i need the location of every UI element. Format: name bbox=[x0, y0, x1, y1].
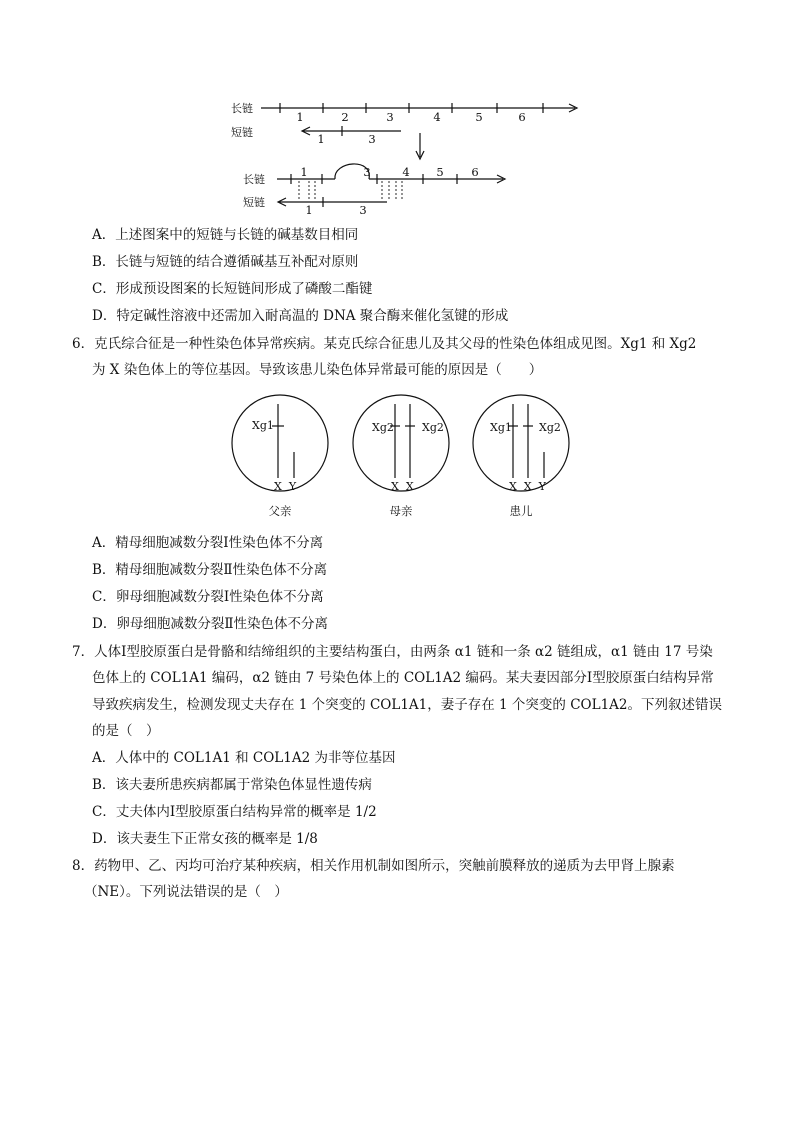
q5-option-d: D．特定碱性溶液中还需加入耐高温的 DNA 聚合酶来催化氢键的形成 bbox=[92, 308, 509, 324]
q5-option-a: A．上述图案中的短链与长链的碱基数目相同 bbox=[92, 227, 359, 243]
q6-option-b: B．精母细胞减数分裂Ⅱ性染色体不分离 bbox=[92, 562, 328, 578]
top-long-label: 长链 bbox=[231, 102, 253, 115]
top-long-num: 4 bbox=[433, 110, 441, 124]
q6-option-d: D．卵母细胞减数分裂Ⅱ性染色体不分离 bbox=[92, 616, 328, 632]
bottom-long-num: 4 bbox=[402, 165, 410, 179]
strand-pairing-figure bbox=[225, 95, 595, 220]
mother-caption: 母亲 bbox=[389, 504, 413, 518]
bottom-long-label: 长链 bbox=[243, 173, 265, 186]
q7-stem-line4: 的是（ ） bbox=[92, 723, 160, 739]
top-long-num: 5 bbox=[475, 110, 483, 124]
child-caption: 患儿 bbox=[509, 504, 533, 518]
mother-chromosomes: X X bbox=[391, 480, 414, 493]
q6-stem-line1: 6．克氏综合征是一种性染色体异常疾病。某克氏综合征患儿及其父母的性染色体组成见图。Xg1 和 Xg2 bbox=[72, 336, 697, 352]
top-long-num: 6 bbox=[518, 110, 526, 124]
q5-option-b: B．长链与短链的结合遵循碱基互补配对原则 bbox=[92, 254, 359, 270]
chromosome-figure bbox=[228, 392, 588, 522]
q7-option-b: B．该夫妻所患疾病都属于常染色体显性遗传病 bbox=[92, 777, 372, 793]
q6-stem-line2: 为 X 染色体上的等位基因。导致该患儿染色体异常最可能的原因是（ ） bbox=[92, 362, 543, 378]
q7-option-a: A．人体中的 COL1A1 和 COL1A2 为非等位基因 bbox=[92, 750, 396, 766]
father-chromosomes: X Y bbox=[274, 480, 297, 493]
mother-gene-left: Xg2 bbox=[372, 421, 394, 434]
q7-option-d: D．该夫妻生下正常女孩的概率是 1/8 bbox=[92, 831, 318, 847]
child-cell bbox=[473, 395, 569, 491]
bottom-long-num: 6 bbox=[471, 165, 479, 179]
mother-gene-right: Xg2 bbox=[422, 421, 444, 434]
q6-option-c: C．卵母细胞减数分裂Ⅰ性染色体不分离 bbox=[92, 589, 324, 605]
top-short-num: 3 bbox=[368, 132, 376, 146]
bottom-short-label: 短链 bbox=[243, 196, 265, 209]
top-long-num: 1 bbox=[296, 110, 304, 124]
mother-cell bbox=[353, 395, 449, 491]
q7-option-c: C．丈夫体内Ⅰ型胶原蛋白结构异常的概率是 1/2 bbox=[92, 804, 377, 820]
q7-stem-line3: 导致疾病发生，检测发现丈夫存在 1 个突变的 COL1A1，妻子存在 1 个突变的 COL1A2。下列叙述错误 bbox=[92, 697, 723, 713]
top-short-num: 1 bbox=[317, 132, 325, 146]
q8-stem-line1: 8．药物甲、乙、丙均可治疗某种疾病，相关作用机制如图所示，突触前膜释放的递质为去甲肾上腺素 bbox=[72, 858, 675, 874]
top-long-num: 2 bbox=[341, 110, 349, 124]
bottom-long-num: 5 bbox=[436, 165, 444, 179]
q7-stem-line2: 色体上的 COL1A1 编码，α2 链由 7 号染色体上的 COL1A2 编码。某夫妻因部分Ⅰ型胶原蛋白结构异常 bbox=[92, 670, 714, 686]
child-gene-left: Xg1 bbox=[490, 421, 512, 434]
q8-stem-line2: （NE）。下列说法错误的是（ ） bbox=[84, 884, 288, 900]
top-short-label: 短链 bbox=[231, 126, 253, 139]
bottom-long-num: 3 bbox=[363, 165, 371, 179]
bottom-short-num: 1 bbox=[305, 203, 313, 217]
father-gene: Xg1 bbox=[252, 419, 274, 432]
q7-stem-line1: 7．人体Ⅰ型胶原蛋白是骨骼和结缔组织的主要结构蛋白，由两条 α1 链和一条 α2 链组成，α1 链由 17 号染 bbox=[72, 644, 713, 660]
father-caption: 父亲 bbox=[268, 504, 292, 518]
bottom-long-num: 1 bbox=[300, 165, 308, 179]
top-long-num: 3 bbox=[386, 110, 394, 124]
father-cell bbox=[232, 395, 328, 491]
q5-option-c: C．形成预设图案的长短链间形成了磷酸二酯键 bbox=[92, 281, 373, 297]
child-chromosomes: X X Y bbox=[509, 480, 546, 493]
bottom-short-num: 3 bbox=[359, 203, 367, 217]
q6-option-a: A．精母细胞减数分裂Ⅰ性染色体不分离 bbox=[92, 535, 324, 551]
child-gene-right: Xg2 bbox=[539, 421, 561, 434]
